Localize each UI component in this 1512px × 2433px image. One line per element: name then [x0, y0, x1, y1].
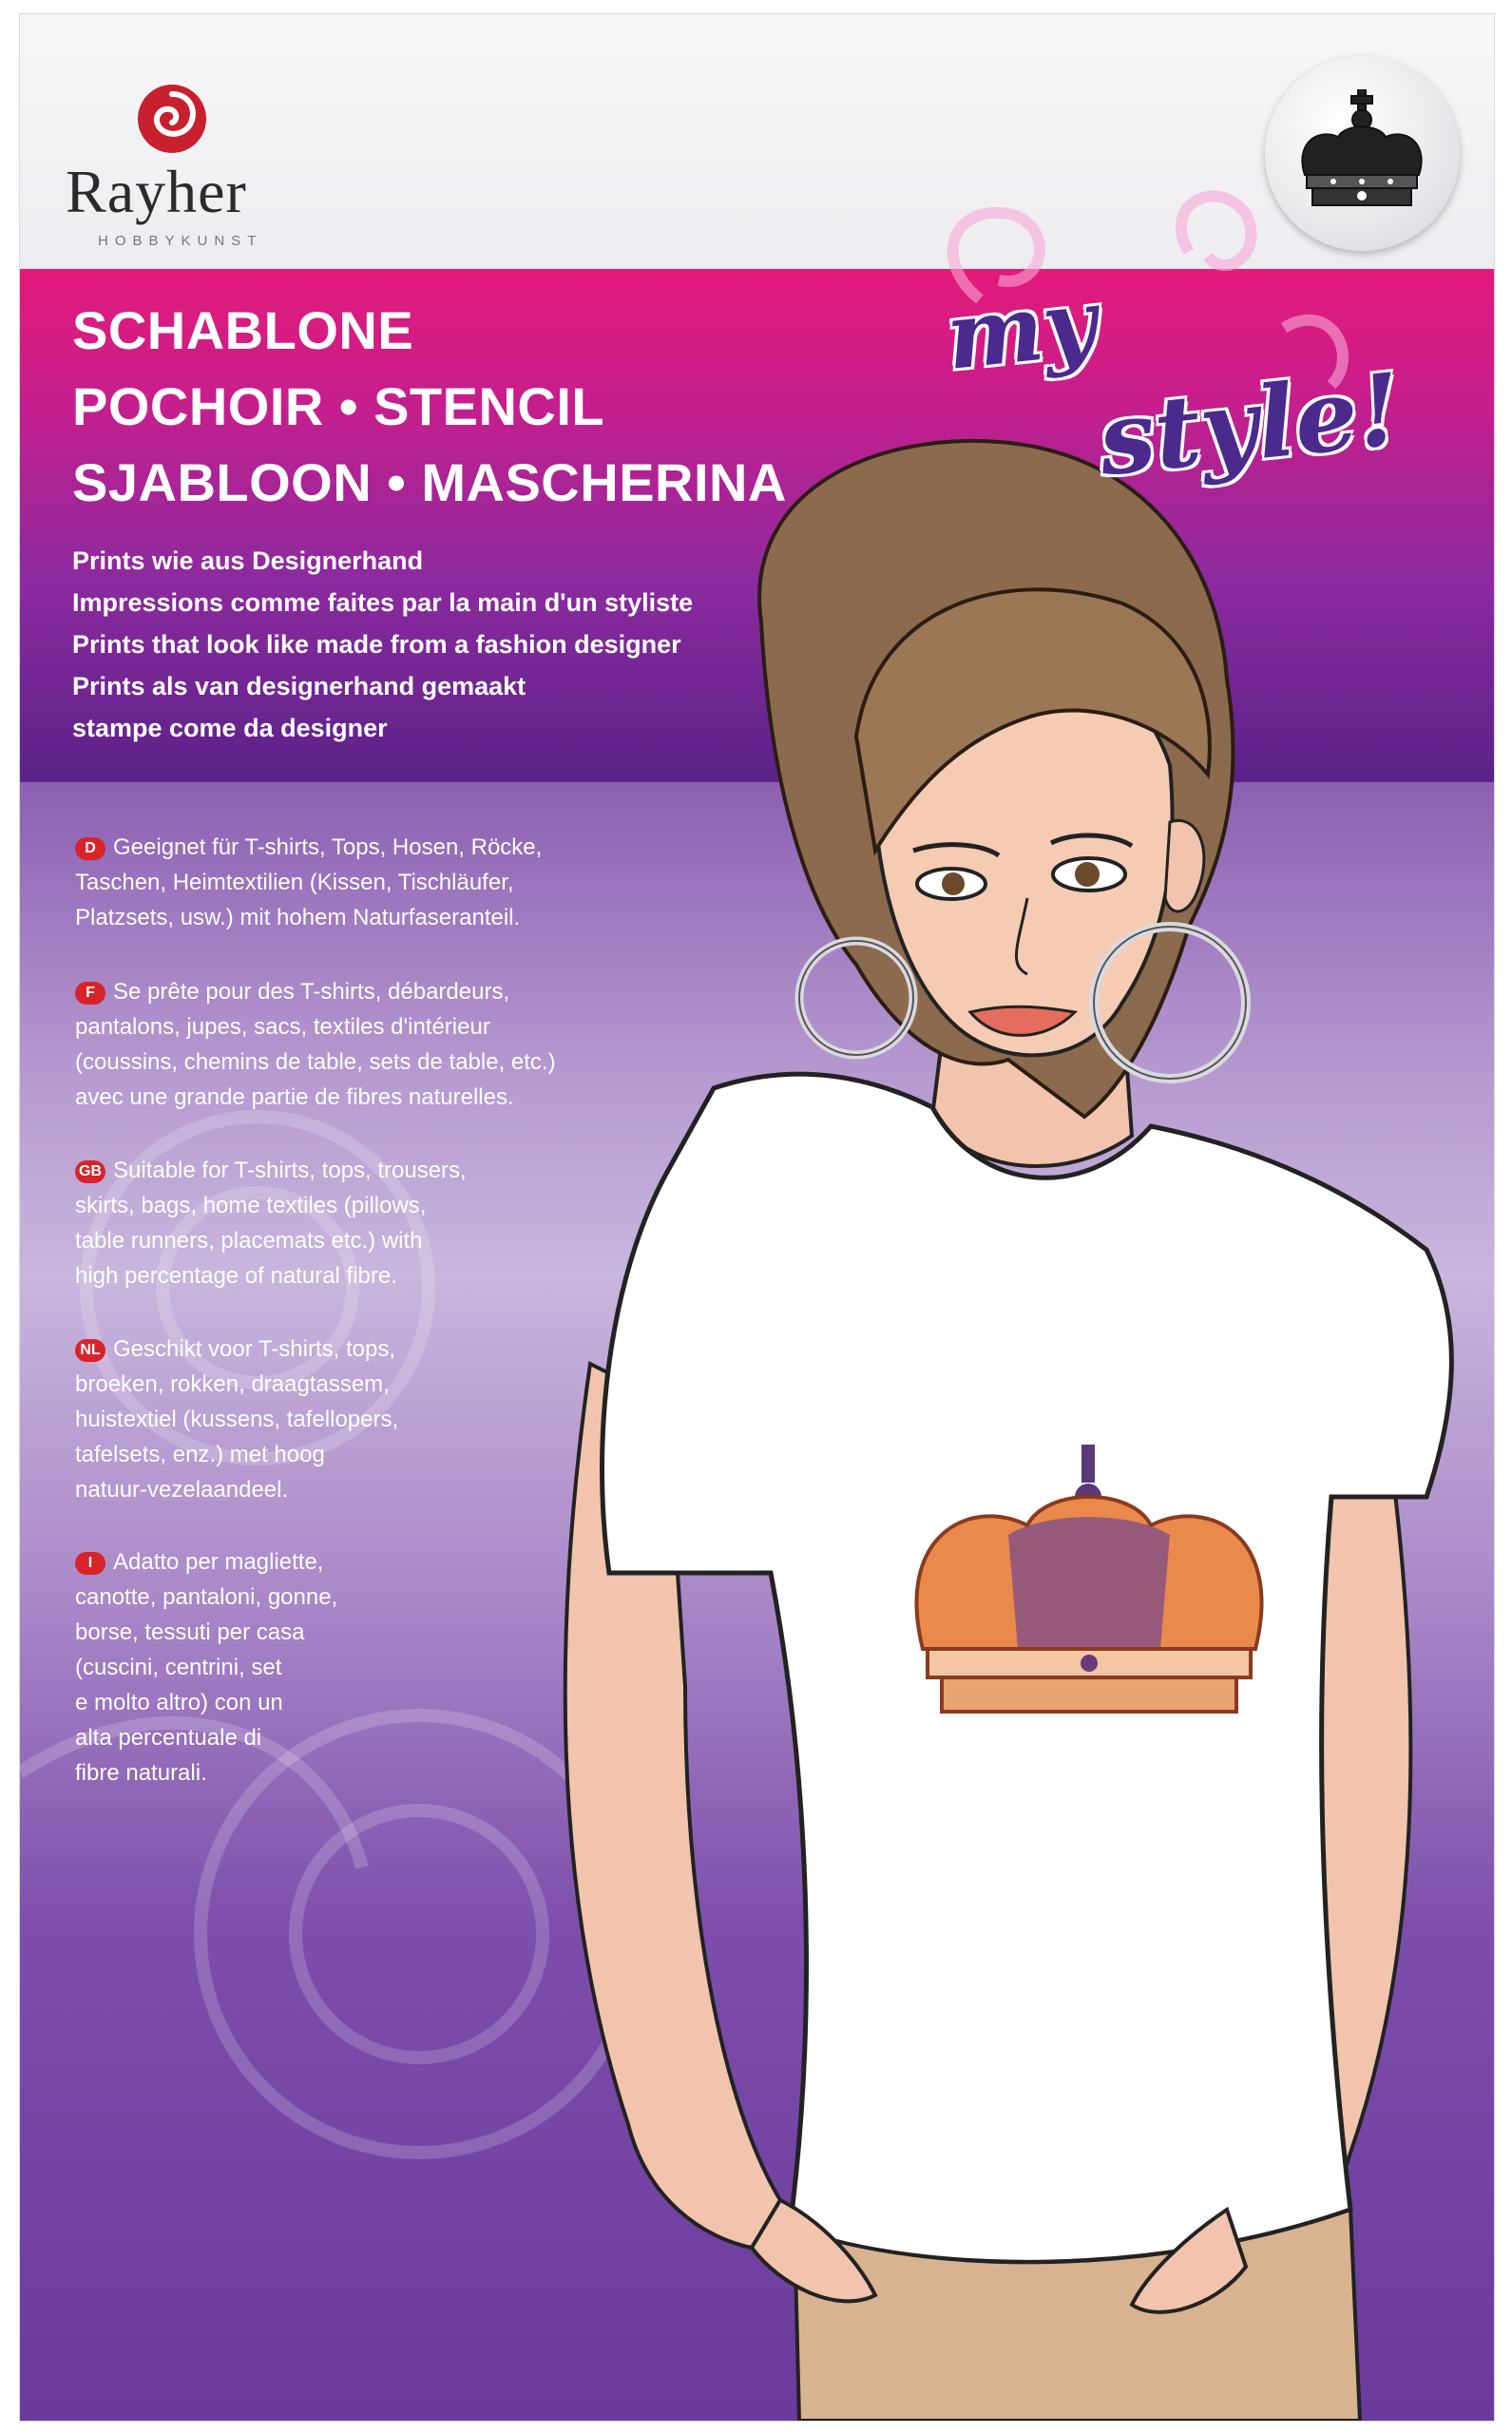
- subline-fr: Impressions comme faites par la main d'un styliste: [72, 588, 694, 617]
- subline-it: stampe come da designer: [72, 714, 388, 742]
- brand-tagline: HOBBYKUNST: [98, 233, 263, 249]
- description-line: high percentage of natural fibre.: [75, 1263, 397, 1289]
- description-line: alta percentuale di: [75, 1725, 262, 1751]
- lang-badge-nl: NL: [75, 1339, 105, 1362]
- description-line: e molto altro) con un: [75, 1690, 283, 1715]
- description-line: canotte, pantaloni, gonne,: [75, 1584, 338, 1610]
- title-line-2: POCHOIR • STENCIL: [72, 376, 605, 436]
- my-style-logo-line-1: my: [941, 268, 1101, 391]
- description-line: huistextiel (kussens, tafellopers,: [75, 1407, 399, 1432]
- description-line: natuur-vezelaandeel.: [75, 1477, 289, 1503]
- description-line: skirts, bags, home textiles (pillows,: [75, 1193, 427, 1218]
- description-line: Se prête pour des T-shirts, débardeurs,: [113, 979, 510, 1005]
- description-it: [75, 1544, 645, 1791]
- description-line: borse, tessuti per casa: [75, 1619, 305, 1645]
- description-line: Adatto per magliette,: [113, 1549, 324, 1575]
- description-nl: [75, 1331, 645, 1507]
- description-line: Suitable for T-shirts, tops, trousers,: [113, 1158, 467, 1183]
- description-line: tafelsets, enz.) met hoog: [75, 1442, 325, 1467]
- lang-badge-gb: GB: [75, 1160, 105, 1183]
- lang-badge-it: I: [75, 1552, 105, 1575]
- description-line: Geeignet für T-shirts, Tops, Hosen, Röcke,: [113, 834, 543, 860]
- subline-gb: Prints that look like made from a fashion designer: [72, 630, 681, 659]
- subline-nl: Prints als van designerhand gemaakt: [72, 672, 526, 700]
- description-line: (cuscini, centrini, set: [75, 1655, 282, 1680]
- description-line: table runners, placemats etc.) with: [75, 1228, 423, 1254]
- description-line: (coussins, chemins de table, sets de table, etc.): [75, 1049, 556, 1075]
- description-line: fibre naturali.: [75, 1760, 207, 1786]
- description-line: pantalons, jupes, sacs, textiles d'intérieur: [75, 1014, 490, 1040]
- description-gb: [75, 1153, 645, 1293]
- my-style-logo-line-2: style!: [1093, 350, 1407, 499]
- my-style-logo: [909, 247, 1479, 551]
- lang-badge-fr: F: [75, 982, 105, 1005]
- title-line-3: SJABLOON • MASCHERINA: [72, 452, 787, 512]
- lang-badge-de: D: [75, 837, 105, 860]
- subline-de: Prints wie aus Designerhand: [72, 546, 424, 575]
- description-line: Platzsets, usw.) mit hohem Naturfaseranteil.: [75, 905, 521, 930]
- description-line: broeken, rokken, draagtassem,: [75, 1371, 390, 1397]
- description-line: Taschen, Heimtextilien (Kissen, Tischläufer,: [75, 870, 514, 895]
- product-card: [19, 13, 1495, 2422]
- description-line: avec une grande partie de fibres naturelles.: [75, 1084, 514, 1110]
- description-fr: [75, 974, 645, 1115]
- description-line: Geschikt voor T-shirts, tops,: [113, 1336, 395, 1362]
- brand-name: Rayher: [66, 158, 247, 225]
- description-de: [75, 830, 645, 935]
- title-line-1: SCHABLONE: [72, 300, 414, 360]
